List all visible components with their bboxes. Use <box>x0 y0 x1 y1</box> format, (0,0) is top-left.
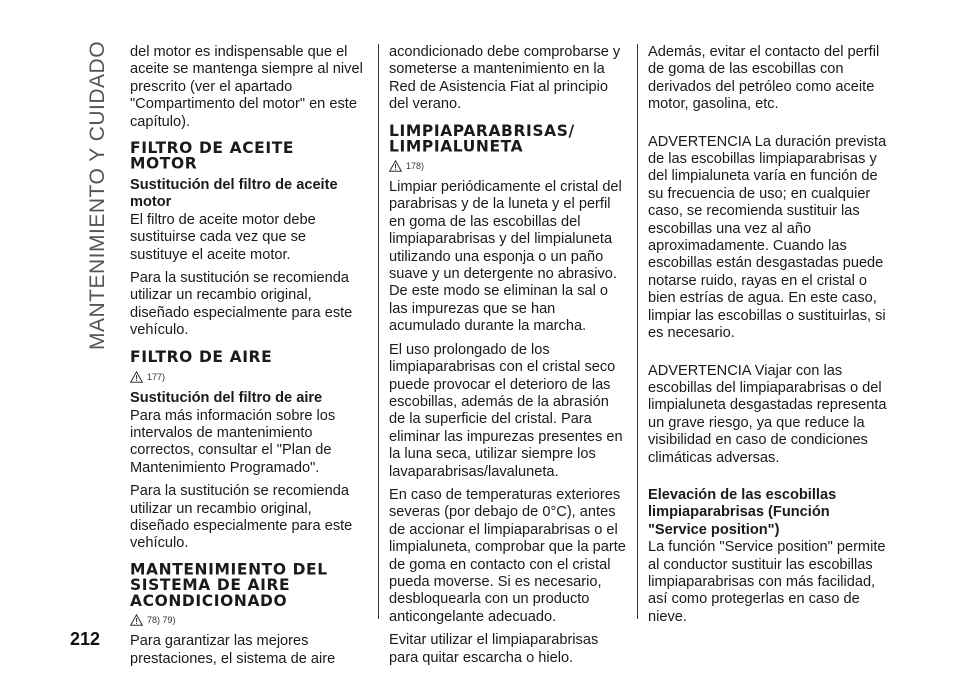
column-divider-1 <box>378 44 379 619</box>
paragraph: Para la sustitución se recomienda utilizar un recambio original, diseñado especialmente para este vehículo. <box>130 270 353 339</box>
warning-reference <box>130 612 367 629</box>
warning-triangle-icon <box>389 160 402 172</box>
subheading-elevacion-escobillas: Elevación de las escobillas limpiaparabrisas (Función "Service position") <box>648 486 837 538</box>
heading-limpiaparabrisas: LIMPIAPARABRISAS/ LIMPIALUNETA <box>389 120 575 156</box>
paragraph: La función "Service position" permite al conductor sustituir las escobillas limpiaparabrisas con más facilidad, así como protegerlas en caso de nieve. <box>648 539 886 625</box>
warning-reference-number: 178) <box>406 160 425 171</box>
paragraph: Para garantizar las mejores prestaciones, el sistema de aire <box>130 633 336 667</box>
subheading-sustitucion-filtro-aceite: Sustitución del filtro de aceite motor <box>130 177 338 211</box>
column-2 <box>389 44 627 673</box>
paragraph: El uso prolongado de los limpiaparabrisas con el cristal seco puede provocar el deterioro de las escobillas, además de la abrasión de la superficie del cristal. Para eliminar las impurezas presentes en la luna seca, utilizar siempre los lavaparabrisas/lavaluneta. <box>389 341 623 480</box>
section-side-title-text: MANTENIMIENTO Y CUIDADO <box>86 40 109 350</box>
page-number: 212 <box>70 629 101 649</box>
paragraph: Para la sustitución se recomienda utilizar un recambio original, diseñado especialmente para este vehículo. <box>130 483 353 552</box>
warning-paragraph: ADVERTENCIA Viajar con las escobillas del limpiaparabrisas o del limpialuneta desgastadas representa un grave riesgo, ya que reduce la visibilidad en caso de condiciones climáticas adversas. <box>648 362 887 466</box>
warning-reference <box>130 369 367 386</box>
heading-filtro-aire: FILTRO DE AIRE <box>130 347 273 367</box>
paragraph: Limpiar periódicamente el cristal del parabrisas y de la luneta y el perfil en goma de las escobillas del limpiaparabrisas y del limpialuneta utilizando una esponja o un paño suave y un detergente no abrasivo. De este modo se eliminan la sal o las impurezas que se han acumulado durante la marcha. <box>389 179 622 335</box>
warning-reference-number: 177) <box>147 371 166 382</box>
paragraph: del motor es indispensable que el aceite se mantenga siempre al nivel prescrito (ver el apartado "Compartimento del motor" en este capítulo). <box>130 44 363 130</box>
warning-triangle-icon <box>130 371 143 383</box>
section-side-title <box>86 40 114 350</box>
paragraph: Para más información sobre los intervalos de mantenimiento correctos, consultar el "Plan de Mantenimiento Programado". <box>130 407 336 476</box>
warning-reference <box>389 158 627 175</box>
heading-mantenimiento-aire-acondicionado: MANTENIMIENTO DEL SISTEMA DE AIRE ACONDICIONADO <box>130 559 328 610</box>
column-1 <box>130 44 367 674</box>
warning-reference-number: 78) 79) <box>147 614 176 625</box>
warning-paragraph: ADVERTENCIA La duración prevista de las escobillas limpiaparabrisas y del limpialuneta varía en función de su frecuencia de uso; en cualquier caso, se recomienda sustituir las escobillas una vez al año aproximadamente. Cuando las escobillas están desgastadas puede notarse ruido, rayas en el cristal o bien estrías de agua. En este caso, limpiar las escobillas o sustituirlas, si es necesario. <box>648 133 887 342</box>
column-3 <box>648 44 888 632</box>
warning-triangle-icon <box>130 614 143 626</box>
heading-filtro-aceite: FILTRO DE ACEITE MOTOR <box>130 138 295 173</box>
paragraph: Además, evitar el contacto del perfil de goma de las escobillas con derivados del petróleo como aceite motor, gasolina, etc. <box>648 44 880 113</box>
paragraph: El filtro de aceite motor debe sustituirse cada vez que se sustituye el aceite motor. <box>130 211 316 263</box>
paragraph: Evitar utilizar el limpiaparabrisas para quitar escarcha o hielo. <box>389 632 599 666</box>
paragraph: En caso de temperaturas exteriores severas (por debajo de 0°C), antes de accionar el limpiaparabrisas o el limpialuneta, comprobar que la parte de goma en contacto con el cristal pueda moverse. Si es necesario, desbloquearla con un producto anticongelante adecuado. <box>389 486 626 625</box>
subheading-sustitucion-filtro-aire: Sustitución del filtro de aire <box>130 390 323 407</box>
paragraph: acondicionado debe comprobarse y someterse a mantenimiento en la Red de Asistencia Fiat al principio del verano. <box>389 44 621 113</box>
column-divider-2 <box>637 44 638 619</box>
